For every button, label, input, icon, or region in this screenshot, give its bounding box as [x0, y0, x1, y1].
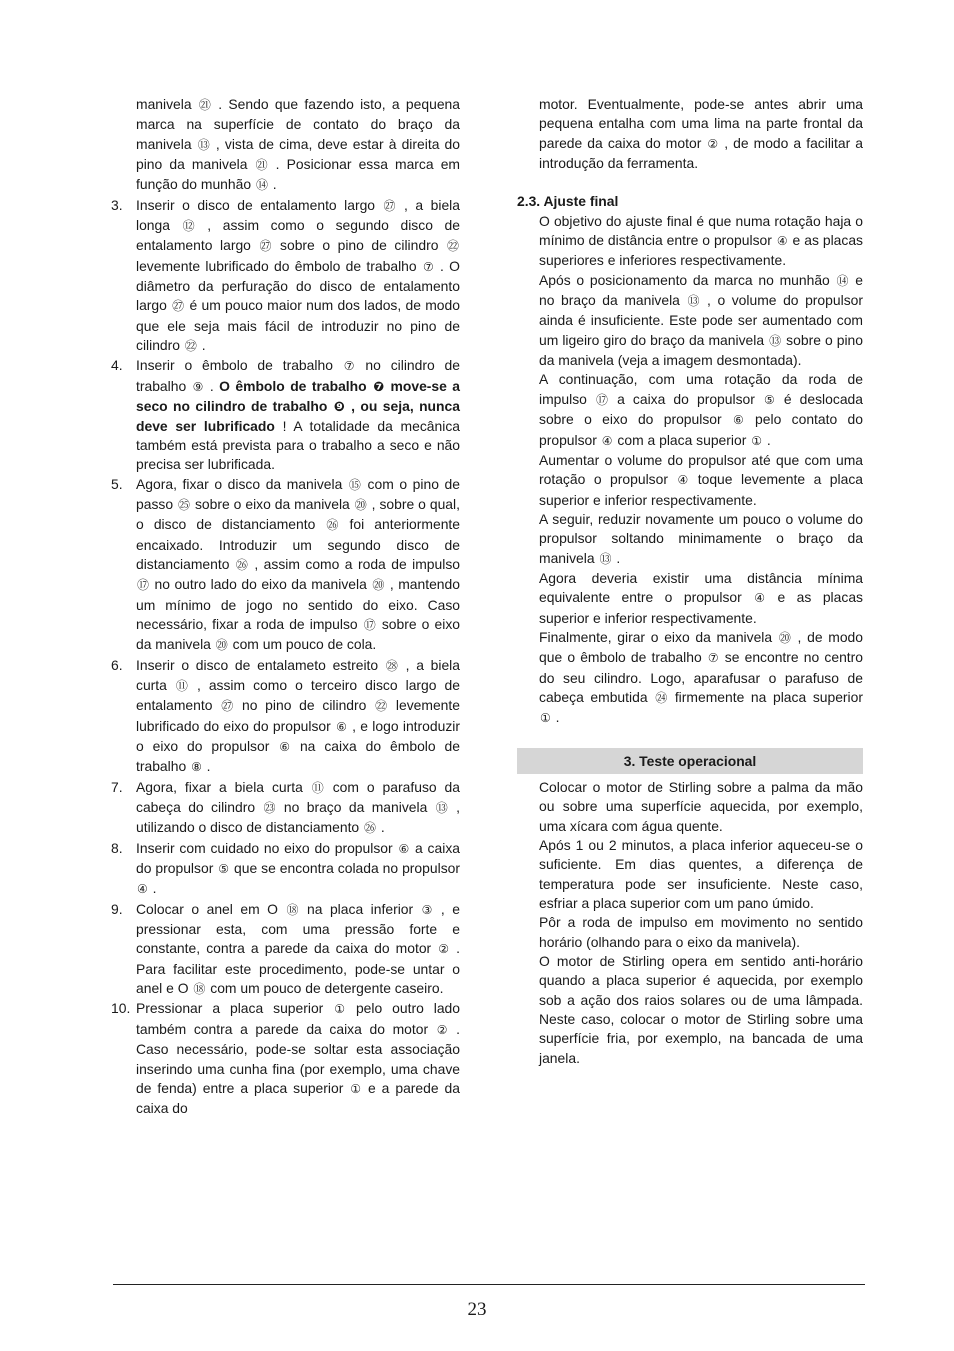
- step-text: Pressionar a placa superior ① pelo outro lado também contra a parede da caixa do motor ② . Caso necessário, pode-se soltar esta associação inserindo uma cunha fina (por exemplo, uma chave de fenda) entre a placa superior ① e a parede da caixa do: [136, 1000, 460, 1117]
- step-6: [111, 656, 460, 778]
- left-column: [111, 95, 460, 1119]
- paragraph: Aumentar o volume do propulsor até que com uma rotação o propulsor ④ toque levemente a placa superior e inferior respectivamente.: [539, 451, 864, 508]
- paragraph: Após o posicionamento da marca no munhão ⑭ e no braço da manivela ⑬ , o volume do propulsor ainda é insuficiente. Este pode ser aumentado com um ligeiro giro do braço da manivela ⑬ sobre o pino da manivela (veja a imagem desmontada).: [539, 271, 864, 369]
- step-number: 8.: [111, 839, 123, 856]
- step-number: 10.: [111, 1000, 131, 1017]
- step-text: Colocar o anel em O ⑱ na placa inferior ③ , e pressionar esta, com uma pressão forte e constante, contra a parede da caixa do motor ② . Para facilitar este procedimento, pode-se untar o anel e O ⑱ com um pouco de detergente caseiro.: [136, 900, 461, 997]
- step-8: [111, 839, 460, 900]
- paragraph: A seguir, reduzir novamente um pouco o volume do propulsor soltando minimamente o braço da manivela ⑬ .: [539, 510, 863, 566]
- step-text: Inserir com cuidado no eixo do propulsor ⑥ a caixa do propulsor ⑤ que se encontra colada no propulsor ④ .: [136, 839, 460, 897]
- step-3: [111, 196, 460, 357]
- paragraph: Agora deveria existir uma distância mínima equivalente entre o propulsor ④ e as placas superior e inferior respectivamente.: [539, 569, 863, 626]
- continuation-paragraph: motor. Eventualmente, pode-se antes abrir uma pequena entalha com uma lima na parte frontal da parede da caixa do motor ② , de modo a facilitar a introdução da ferramenta.: [539, 96, 863, 172]
- paragraph: Após 1 ou 2 minutos, a placa inferior aqueceu-se o suficiente. Em dias quentes, a diferença de temperatura pode ser insuficiente. Neste caso, esfriar a placa superior com um pano úmido.: [539, 837, 863, 912]
- step-text: Agora, fixar o disco da manivela ⑮ com o pino de passo ㉕ sobre o eixo da manivela ⑳ , sobre o qual, o disco de distanciamento ㉖ foi anteriormente encaixado. Introduzir um segundo disco de distanciamento ㉖ , assim como a roda de impulso ⑰ no outro lado do eixo da manivela ⑳ , mantendo um mínimo de jogo no sentido do eixo. Caso necessário, fixar a roda de impulso ⑰ sobre o eixo da manivela ⑳ com um pouco de cola.: [136, 475, 460, 653]
- step-4: [111, 356, 460, 474]
- step-text: Agora, fixar a biela curta ⑪ com o parafuso da cabeça do cilindro ㉓ no braço da manivela ⑬ , utilizando o disco de distanciamento ㉖ .: [136, 778, 460, 836]
- paragraph: O motor de Stirling opera em sentido anti-horário quando a placa superior é aquecida, por exemplo sob a ação dos raios solares ou de uma lâmpada. Neste caso, colocar o motor de Stirling sobre uma superfície fria, por exemplo, na bancada de uma janela.: [539, 953, 863, 1066]
- step-number: 9.: [111, 900, 123, 917]
- paragraph: A continuação, com uma rotação da roda de impulso ⑰ a caixa do propulsor ⑤ é deslocada sobre o eixo do propulsor ⑥ pelo contato do propulsor ④ com a placa superior ① .: [539, 371, 863, 448]
- step-5: [111, 475, 460, 656]
- right-column: [517, 95, 863, 1068]
- step-10: [111, 999, 460, 1118]
- step-7: [111, 778, 460, 839]
- paragraph: Finalmente, girar o eixo da manivela ⑳ , de modo que o êmbolo de trabalho ⑦ se encontre no centro do seu cilindro. Logo, aparafusar o parafuso de cabeça embutida ㉔ firmemente na placa superior ① .: [539, 628, 864, 726]
- step-text: Inserir o êmbolo de trabalho ⑦ no cilindro de trabalho ⑨ .: [136, 357, 461, 394]
- footer-rule: [113, 1284, 865, 1285]
- step-number: 4.: [111, 357, 123, 374]
- continuation-paragraph: manivela ㉑ . Sendo que fazendo isto, a pequena marca na superfície de contato do braço da manivela ⑬ , vista de cima, deve estar à direita do pino da manivela ㉑ . Posicionar essa marca em função do munhão ⑭ .: [136, 96, 460, 193]
- step-text-continued: ! A totalidade da mecânica também está prevista para o trabalho a seco e não precisa ser lubrificada.: [136, 417, 460, 473]
- step-number: 3.: [111, 196, 123, 213]
- paragraph: Pôr a roda de impulso em movimento no sentido horário (olhando para o eixo da manivela).: [539, 914, 863, 950]
- step-number: 7.: [111, 778, 123, 795]
- paragraph: O objetivo do ajuste final é que numa rotação haja o mínimo de distância entre o propulsor ④ e as placas superiores e inferiores respectivamente.: [539, 212, 863, 269]
- step-number: 6.: [111, 656, 123, 673]
- step-text: Inserir o disco de entalamento largo ㉗ , a biela longa ⑫ , assim como o segundo disco de entalamento largo ㉗ sobre o pino de cilindro ㉒ levemente lubrificado do êmbolo de trabalho ⑦ . O diâmetro da perfuração do disco de entalamento largo ㉗ é um pouco maior num dos lados, de modo que ele seja mais fácil de introduzir no pino de cilindro ㉒ .: [136, 196, 461, 354]
- step-number: 5.: [111, 475, 123, 492]
- page-number: 23: [467, 1299, 487, 1320]
- section-heading-teste-operacional: 3. Teste operacional: [517, 748, 863, 774]
- step-9: [111, 900, 460, 1000]
- step-text: Inserir o disco de entalameto estreito ㉘ , a biela curta ⑪ , assim como o terceiro disco largo de entalamento ㉗ no pino de cilindro ㉒ levemente lubrificado do eixo do propulsor ⑥ , e logo introduzir o eixo do propulsor ⑥ na caixa do êmbolo de trabalho ⑧ .: [136, 656, 460, 775]
- paragraph: Colocar o motor de Stirling sobre a palma da mão ou sobre uma superfície aquecida, por exemplo, uma xícara com água quente.: [539, 779, 863, 834]
- step-warning: O êmbolo de trabalho ❼ move-se a seco no cilindro de trabalho ❾ , ou seja, nunca deve ser lubrificado: [136, 377, 461, 434]
- section-heading-ajuste-final: 2.3. Ajuste final: [517, 193, 619, 210]
